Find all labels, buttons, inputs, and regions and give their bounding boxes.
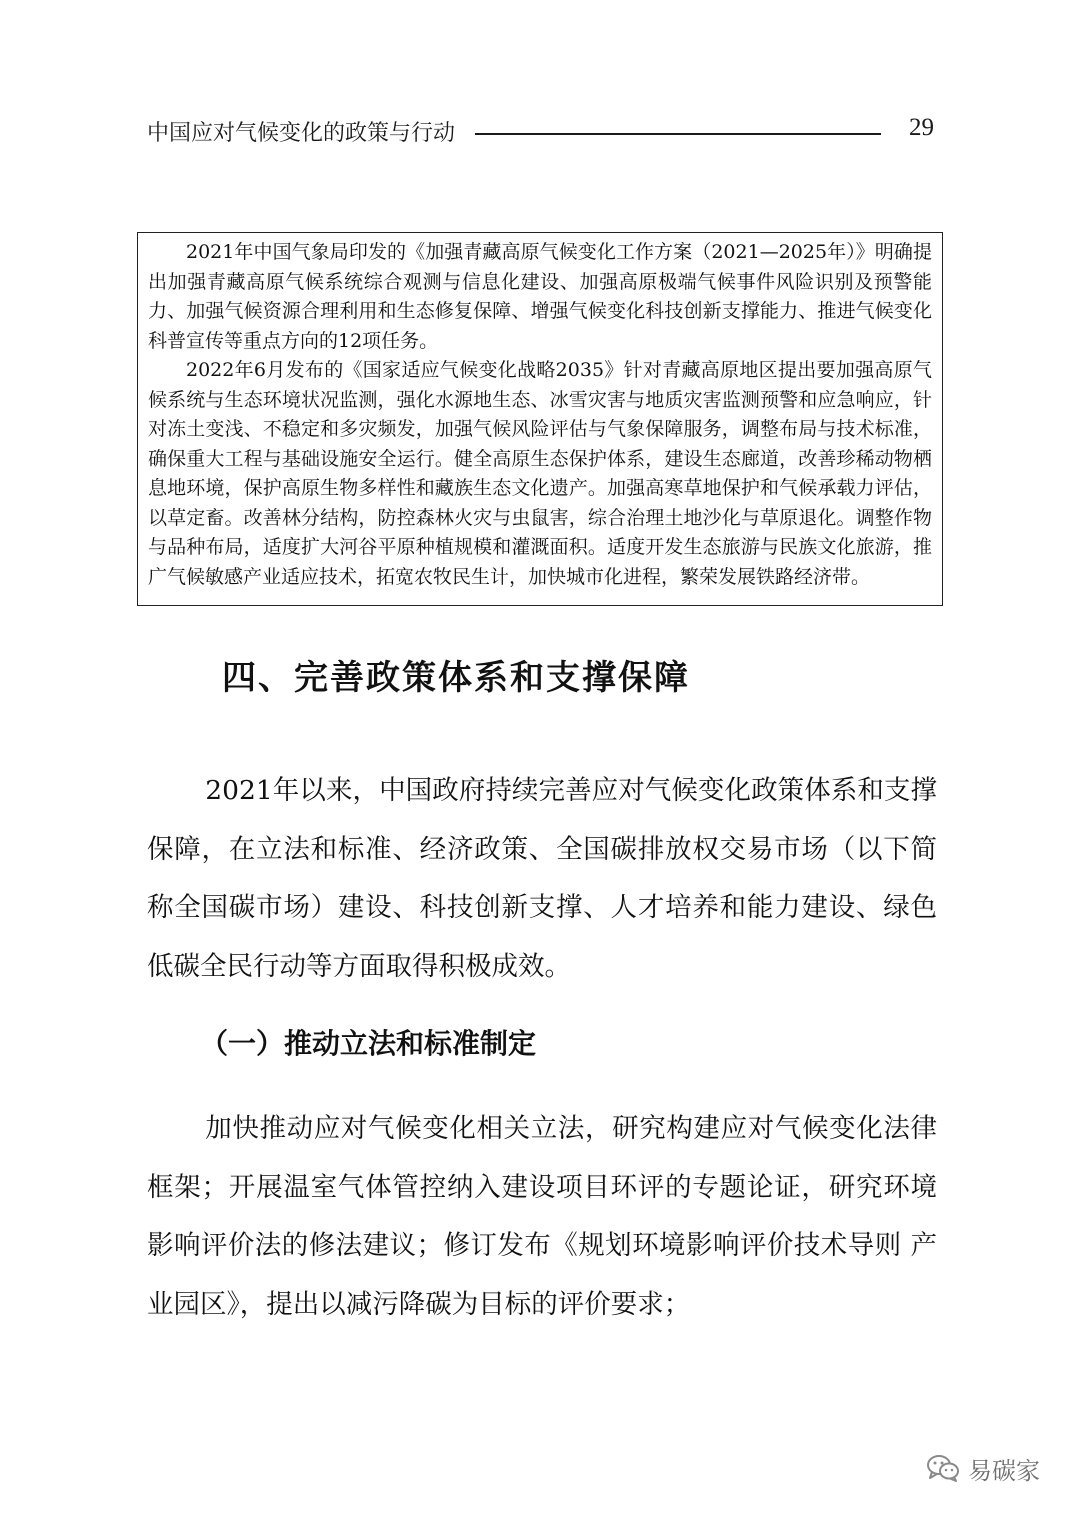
page-number: 29 xyxy=(909,114,934,141)
watermark-label: 易碳家 xyxy=(968,1456,1040,1485)
header-title: 中国应对气候变化的政策与行动 xyxy=(147,121,456,146)
case-box xyxy=(137,232,943,606)
watermark xyxy=(926,1448,1040,1488)
page-header xyxy=(147,114,934,152)
header-rule xyxy=(475,133,881,135)
box-paragraph-2: 2022年6月发布的《国家适应气候变化战略2035》针对青藏高原地区提出要加强高原气候系统与生态环境状况监测，强化水源地生态、冰雪灾害与地质灾害监测预警和应急响应，针对冻土变浅、不稳定和多灾频发，加强气候风险评估与气象保障服务，调整布局与技术标准，确保重大工程与基础设施安全运行。健全高原生态保护体系，建设生态廊道，改善珍稀动物栖息地环境，保护高原生物多样性和藏族生态文化遗产。加强高寒草地保护和气候承载力评估，以草定畜。改善林分结构，防控森林火灾与虫鼠害，综合治理土地沙化与草原退化。调整作物与品种布局，适度扩大河谷平原种植规模和灌溉面积。适度开发生态旅游与民族文化旅游，推广气候敏感产业适应技术，拓宽农牧民生计，加快城市化进程，繁荣发展铁路经济带。 xyxy=(148,359,932,588)
wechat-icon xyxy=(926,1453,960,1483)
intro-paragraph: 2021年以来，中国政府持续完善应对气候变化政策体系和支撑保障，在立法和标准、经济政策、全国碳排放权交易市场（以下简称全国碳市场）建设、科技创新支撑、人才培养和能力建设、绿色低碳全民行动等方面取得积极成效。 xyxy=(147,775,937,982)
legislation-paragraph: 加快推动应对气候变化相关立法，研究构建应对气候变化法律框架；开展温室气体管控纳入建设项目环评的专题论证，研究环境影响评价法的修法建议；修订发布《规划环境影响评价技术导则 产业园区》，提出以减污降碳为目标的评价要求； xyxy=(147,1113,937,1320)
subsection-heading: （一）推动立法和标准制定 xyxy=(200,1027,537,1060)
section-heading: 四、完善政策体系和支撑保障 xyxy=(222,658,690,698)
box-paragraph-1: 2021年中国气象局印发的《加强青藏高原气候变化工作方案（2021—2025年）》明确提出加强青藏高原气候系统综合观测与信息化建设、加强高原极端气候事件风险识别及预警能力、加强气候资源合理利用和生态修复保障、增强气候变化科技创新支撑能力、推进气候变化科普宣传等重点方向的12项任务。 xyxy=(148,241,932,352)
